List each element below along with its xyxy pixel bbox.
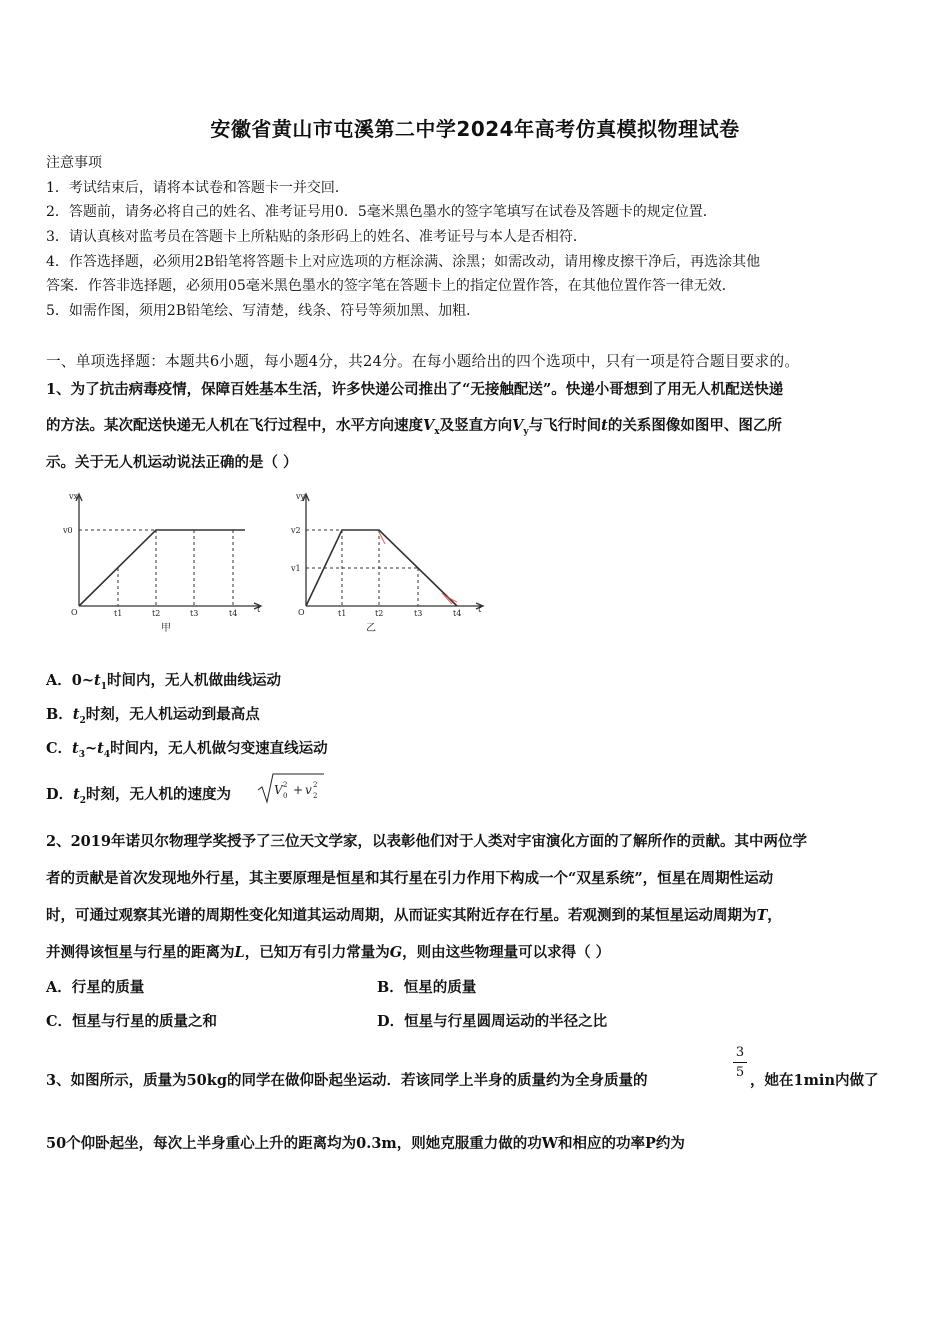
graph-a-curve [79,530,245,606]
graph-a-ylabel: vx [69,492,79,501]
graph-a-x-tick: t1 [114,609,123,618]
notice-item: 1．考试结束后，请将本试卷和答题卡一并交回． [46,180,349,196]
svg-text:v: v [305,783,312,797]
graph-b-y-tick: v1 [291,564,301,573]
question-1-line-2: 的方法。某次配送快递无人机在飞行过程中，水平方向速度$V_x$及竖直方向$V_y$与飞行时间t的关系图像如图甲、图乙所 [46,417,782,437]
q1-option-b: B．$t_2$时刻，无人机运动到最高点 [46,706,260,726]
graph-a-x-tick: t2 [152,609,161,618]
graph-b-xlabel: t [478,605,482,614]
graph-b-origin: O [298,608,305,617]
question-3-line-1a: 3、如图所示，质量为50kg的同学在做仰卧起坐运动．若该同学上半身的质量约为全身质量的 [46,1072,648,1089]
notice-heading: 注意事项 [46,155,102,171]
svg-text:2: 2 [283,781,288,789]
page-title: 安徽省黄山市屯溪第二中学2024年高考仿真模拟物理试卷 [210,117,740,141]
q2-option-c: C．恒星与行星的质量之和 [46,1013,218,1030]
question-3-line-2: 50个仰卧起坐，每次上半身重心上升的距离均为0.3m，则她克服重力做的功W和相应的功率P约为 [46,1135,685,1152]
graph-b-y-tick: v2 [291,526,301,535]
graph-a-caption: 甲 [161,623,171,634]
svg-text:2: 2 [313,792,318,800]
q2-option-b: B．恒星的质量 [377,979,477,996]
graph-a-xlabel: t [257,605,261,614]
question-3-line-1b: ，她在1min内做了 [750,1072,879,1089]
graph-b-curve [306,530,457,606]
svg-text:2: 2 [313,781,318,789]
graph-b-ylabel: vy [296,492,306,501]
q1-option-a: A．$0\sim t_1$时间内，无人机做曲线运动 [46,672,281,692]
question-2-line-4: 并测得该恒星与行星的距离为L，已知万有引力常量为G，则由这些物理量可以求得（ ） [46,944,611,961]
q1-option-c: C．$t_3\sim t_4$时间内，无人机做匀变速直线运动 [46,740,328,760]
graph-b-x-tick: t1 [338,609,347,618]
svg-text:+: + [293,783,304,797]
notice-item: 2．答题前，请务必将自己的姓名、准考证号用0．5毫米黑色墨水的签字笔填写在试卷及答题卡的规定位置． [46,204,717,220]
fraction-three-fifths: 3 5 [733,1045,747,1080]
graph-b-x-tick: t3 [414,609,423,618]
graph-b-x-tick: t4 [453,609,462,618]
section-heading: 一、单项选择题：本题共6小题，每小题4分，共24分。在每小题给出的四个选项中，只有一项是符合题目要求的。 [46,353,800,370]
notice-item: 答案．作答非选择题，必须用05毫米黑色墨水的签字笔在答题卡上的指定位置作答，在其他位置作答一律无效． [46,278,736,294]
question-2-line-3: 时，可通过观察其光谱的周期性变化知道其运动周期，从而证实其附近存在行星。若观测到的某恒星运动周期为T， [46,907,782,924]
graph-b-caption: 乙 [366,623,376,634]
svg-text:V: V [274,783,283,797]
graph-vx-t [55,488,270,638]
question-2-line-1: 2、2019年诺贝尔物理学奖授予了三位天文学家，以表彰他们对于人类对宇宙演化方面的了解所作的贡献。其中两位学 [46,833,807,850]
q1-option-d: D．$t_2$时刻，无人机的速度为 [46,786,232,806]
graph-a-x-tick: t4 [229,609,238,618]
q2-option-d: D．恒星与行星圆周运动的半径之比 [377,1013,608,1030]
q2-option-a: A．行星的质量 [46,979,145,996]
notice-item: 3．请认真核对监考员在答题卡上所粘贴的条形码上的姓名、准考证号与本人是否相符． [46,229,587,245]
graph-b-x-tick: t2 [375,609,384,618]
question-2-line-2: 者的贡献是首次发现地外行星，其主要原理是恒星和其行星在引力作用下构成一个“双星系统”，恒星在周期性运动 [46,870,774,887]
graph-a-y-tick: v0 [63,526,73,535]
notice-item: 4．作答选择题，必须用2B铅笔将答题卡上对应选项的方框涂满、涂黑；如需改动，请用橡皮擦干净后，再选涂其他 [46,254,761,270]
sqrt-formula [256,772,326,806]
question-1-line-1: 1、为了抗击病毒疫情，保障百姓基本生活，许多快递公司推出了“无接触配送”。快递小哥想到了用无人机配送快递 [46,381,784,398]
question-1-line-3: 示。关于无人机运动说法正确的是（ ） [46,454,298,471]
graph-vy-t [282,488,497,638]
notice-item: 5．如需作图，须用2B铅笔绘、写清楚，线条、符号等须加黑、加粗． [46,303,481,319]
graph-a-x-tick: t3 [190,609,199,618]
svg-text:0: 0 [283,792,288,800]
graph-a-origin: O [71,608,78,617]
